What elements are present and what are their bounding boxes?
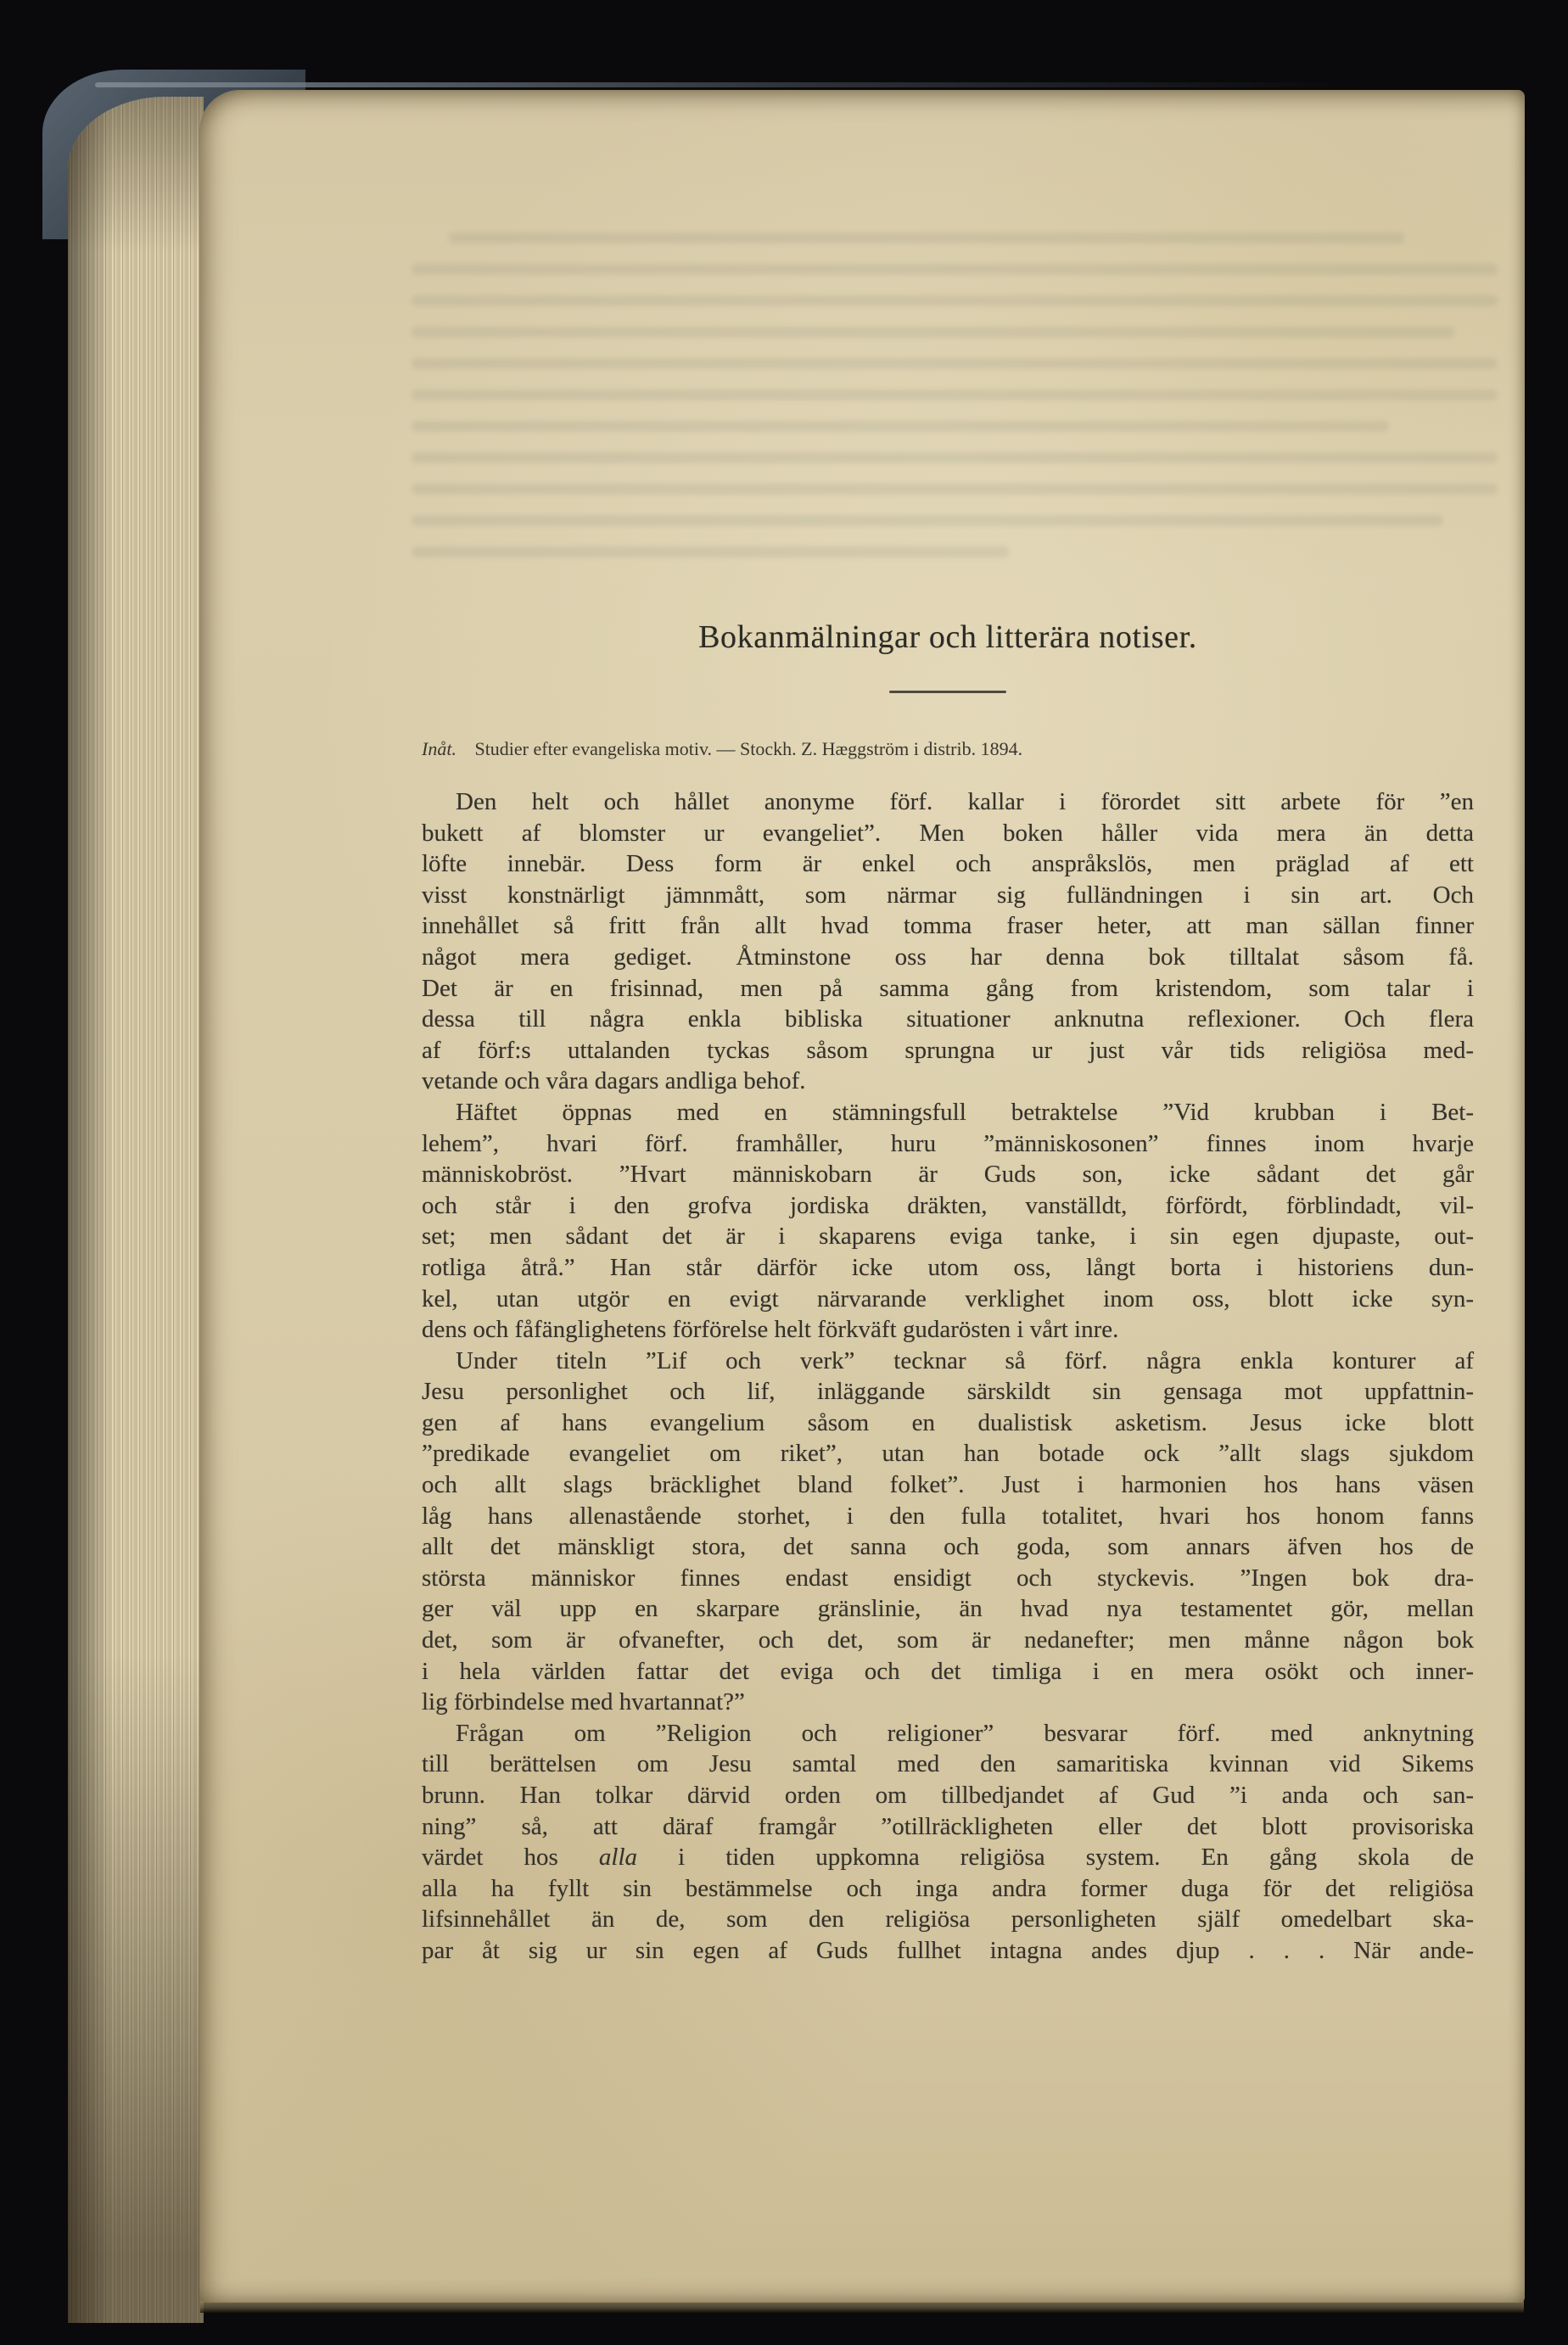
paragraph [422, 786, 1474, 1097]
text-line: Häftet öppnas med en stämningsfull betraktelse ”Vid krubban i Bet- [456, 1098, 1474, 1126]
page-edges-stack [68, 97, 204, 2323]
text-line: löfte innebär. Dess form är enkel och anspråkslös, men präglad af ett [422, 850, 1474, 878]
heading-rule [889, 691, 1006, 693]
text-line: det, som är ofvanefter, och det, som är nedanefter; men månne någon bok [422, 1626, 1474, 1654]
text-line: Frågan om ”Religion och religioner” besvarar förf. med anknytning [456, 1719, 1474, 1747]
paragraph [422, 1097, 1474, 1346]
text-line: lehem”, hvari förf. framhåller, huru ”människosonen” finnes inom hvarje [422, 1129, 1474, 1157]
reference-line: Inåt. Studier efter evangeliska motiv. — Stockh. Z. Hæggström i distrib. 1894. [422, 738, 1023, 759]
paper [199, 90, 1525, 2303]
text-line: ”predikade evangeliet om riket”, utan han botade ock ”allt slags sjukdom [422, 1440, 1474, 1468]
text-line: dens och fåfänglighetens förförelse helt förkväft gudarösten i vårt inre. [422, 1316, 1119, 1344]
text-line: innehållet så fritt från allt hvad tomma fraser heter, att man sällan finner [422, 912, 1474, 940]
text-line: gen af hans evangelium såsom en dualistisk asketism. Jesus icke blott [422, 1408, 1474, 1436]
text-line: Jesu personlighet och lif, inläggande särskildt sin gensaga mot uppfattnin- [422, 1378, 1474, 1406]
text-line: ger väl upp en skarpare gränslinie, än hvad nya testamentet gör, mellan [422, 1595, 1474, 1623]
text-line: kel, utan utgör en evigt närvarande verklighet inom oss, blott icke syn- [422, 1284, 1474, 1312]
text-line: till berättelsen om Jesu samtal med den samaritiska kvinnan vid Sikems [422, 1750, 1474, 1778]
text-line: människobröst. ”Hvart människobarn är Guds son, icke sådant det går [422, 1161, 1474, 1189]
text-line: största människor finnes endast ensidigt och styckevis. ”Ingen bok dra- [422, 1564, 1474, 1592]
paragraph [422, 1346, 1474, 1718]
text-line: af förf:s uttalanden tyckas såsom sprungna ur just vår tids religiösa med- [422, 1036, 1474, 1064]
text-line: och står i den grofva jordiska dräkten, vanställdt, förfördt, förblindadt, vil- [422, 1191, 1474, 1219]
text-line: allt det mänskligt stora, det sanna och goda, som annars äfven hos de [422, 1533, 1474, 1561]
book-cover-edge [95, 82, 1393, 87]
page-heading: Bokanmälningar och litterära notiser. [698, 619, 1197, 655]
text-line: Det är en frisinnad, men på samma gång from kristendom, som talar i [422, 974, 1474, 1002]
body-text [422, 786, 1474, 1967]
text-line: vetande och våra dagars andliga behof. [422, 1067, 806, 1095]
text-line: ning” så, att däraf framgår ”otillräckligheten eller det blott provisoriska [422, 1812, 1474, 1840]
text-line: visst konstnärligt jämnmått, som närmar sig fulländningen i sin art. Och [422, 881, 1474, 909]
text-line: dessa till några enkla bibliska situationer anknutna reflexioner. Och flera [422, 1005, 1474, 1033]
text-line: något mera gediget. Åtminstone oss har denna bok tilltalat såsom få. [422, 943, 1474, 971]
text-line: brunn. Han tolkar därvid orden om tillbedjandet af Gud ”i anda och san- [422, 1782, 1474, 1809]
text-line: alla ha fyllt sin bestämmelse och inga andra former duga för det religiösa [422, 1874, 1474, 1902]
text-line: i hela världen fattar det eviga och det timliga i en mera osökt och inner- [422, 1657, 1474, 1685]
bottom-page-edge [200, 2301, 1524, 2313]
text-line: set; men sådant det är i skaparens eviga tanke, i sin egen djupaste, out- [422, 1223, 1474, 1251]
paragraph [422, 1718, 1474, 1967]
text-line: par åt sig ur sin egen af Guds fullhet intagna andes djup . . . När ande- [422, 1936, 1474, 1964]
text-line: bukett af blomster ur evangeliet”. Men boken håller vida mera än detta [422, 819, 1474, 847]
text-line: lig förbindelse med hvartannat?” [422, 1688, 745, 1716]
text-line: rotliga åtrå.” Han står därför icke utom oss, långt borta i historiens dun- [422, 1253, 1474, 1281]
text-line: värdet hos alla i tiden uppkomna religiösa system. En gång skola de [422, 1844, 1475, 1872]
text-line: låg hans allenastående storhet, i den fulla totalitet, hvari hos honom fanns [422, 1502, 1474, 1530]
text-line: Den helt och hållet anonyme förf. kallar i förordet sitt arbete för ”en [456, 788, 1474, 815]
text-line: Under titeln ”Lif och verk” tecknar så förf. några enkla konturer af [456, 1346, 1474, 1374]
text-line: och allt slags bräcklighet bland folket”. Just i harmonien hos hans väsen [422, 1471, 1474, 1499]
text-line: lifsinnehållet än de, som den religiösa personligheten själf omedelbart ska- [422, 1906, 1474, 1934]
page-content [422, 90, 1474, 1967]
